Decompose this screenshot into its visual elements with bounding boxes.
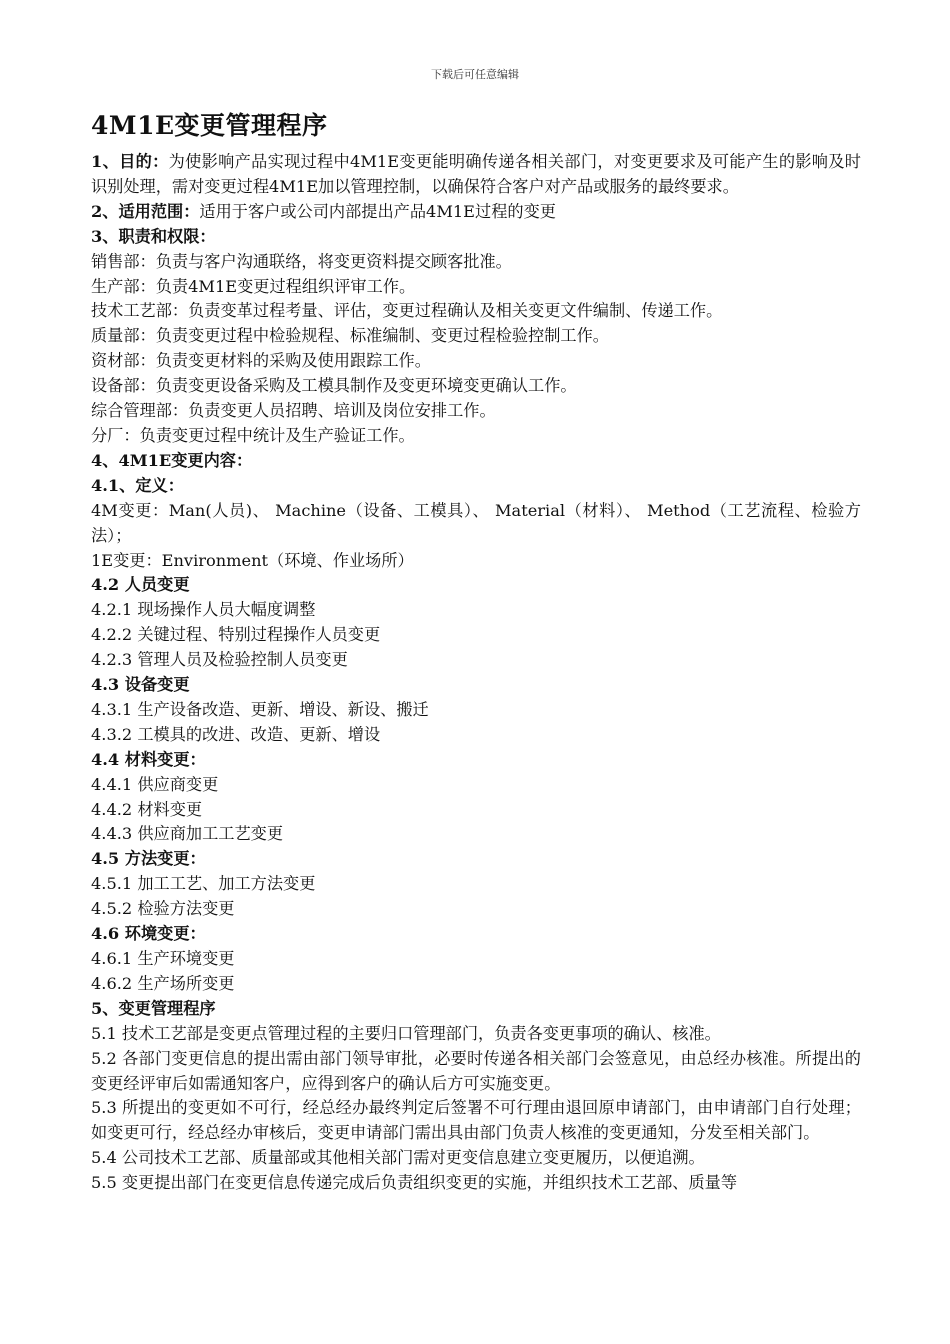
procedure-paragraph: 5.5 变更提出部门在变更信息传递完成后负责组织变更的实施，并组织技术工艺部、质量等 (91, 1173, 738, 1193)
responsibility-line: 质量部：负责变更过程中检验规程、标准编制、变更过程检验控制工作。 (91, 326, 609, 346)
list-item: 4.6.2 生产场所变更 (91, 973, 235, 993)
header-note: 下载后可任意编辑 (431, 68, 519, 81)
list-item: 4.4.3 供应商加工工艺变更 (91, 824, 284, 844)
definition-1e: 1E变更：Environment（环境、作业场所） (91, 550, 414, 570)
subsection-heading: 4.4 材料变更： (91, 749, 206, 769)
document-body (91, 106, 861, 1196)
page-title: 4M1E变更管理程序 (91, 111, 328, 140)
list-item: 4.4.1 供应商变更 (91, 774, 219, 794)
procedure-paragraph: 5.1 技术工艺部是变更点管理过程的主要归口管理部门，负责各变更事项的确认、核准。 (91, 1023, 721, 1043)
list-item: 4.2.2 关键过程、特别过程操作人员变更 (91, 625, 381, 645)
responsibility-line: 设备部：负责变更设备采购及工模具制作及变更环境变更确认工作。 (91, 376, 577, 396)
section-heading: 3、职责和权限： (91, 226, 216, 246)
list-item: 4.2.1 现场操作人员大幅度调整 (91, 600, 316, 620)
section-heading: 4、4M1E变更内容： (91, 450, 253, 470)
responsibility-line: 分厂：负责变更过程中统计及生产验证工作。 (91, 425, 415, 445)
responsibility-line: 综合管理部：负责变更人员招聘、培训及岗位安排工作。 (91, 401, 496, 421)
list-item: 4.4.2 材料变更 (91, 799, 203, 819)
section-scope (91, 200, 861, 225)
responsibility-line: 销售部：负责与客户沟通联络，将变更资料提交顾客批准。 (91, 251, 512, 271)
procedure-paragraph: 5.2 各部门变更信息的提出需由部门领导审批，必要时传递各相关部门会签意见，由总经办核准。所提出的变更经评审后如需通知客户，应得到客户的确认后方可实施变更。 (91, 1048, 861, 1093)
responsibility-line: 生产部：负责4M1E变更过程组织评审工作。 (91, 276, 416, 296)
section-heading: 5、变更管理程序 (91, 998, 216, 1018)
section-heading: 2、适用范围： (91, 201, 200, 221)
procedure-paragraph: 5.4 公司技术工艺部、质量部或其他相关部门需对更变信息建立变更履历，以便追溯。 (91, 1148, 705, 1168)
list-item: 4.5.2 检验方法变更 (91, 899, 235, 919)
procedure-paragraph: 5.3 所提出的变更如不可行，经总经办最终判定后签署不可行理由退回原申请部门，由申请部门自行处理；如变更可行，经总经办审核后，变更申请部门需出具由部门负责人核准的变更通知，分发至相关部门。 (91, 1098, 861, 1143)
subsection-heading: 4.5 方法变更： (91, 849, 206, 869)
section-text: 适用于客户或公司内部提出产品4M1E过程的变更 (199, 201, 556, 221)
list-item: 4.2.3 管理人员及检验控制人员变更 (91, 650, 348, 670)
list-item: 4.3.2 工模具的改进、改造、更新、增设 (91, 724, 381, 744)
responsibility-line: 资材部：负责变更材料的采购及使用跟踪工作。 (91, 351, 431, 371)
list-item: 4.5.1 加工工艺、加工方法变更 (91, 874, 316, 894)
subsection-heading: 4.1、定义： (91, 475, 184, 495)
list-item: 4.3.1 生产设备改造、更新、增设、新设、搬迁 (91, 699, 429, 719)
subsection-heading: 4.3 设备变更 (91, 675, 190, 695)
responsibility-line: 技术工艺部：负责变革过程考量、评估，变更过程确认及相关变更文件编制、传递工作。 (91, 301, 723, 321)
definition-4m: 4M变更：Man(人员)、 Machine（设备、工模具）、 Material（材料）、 Method（工艺流程、检验方法）； (91, 500, 861, 545)
section-purpose (91, 150, 861, 200)
subsection-heading: 4.2 人员变更 (91, 575, 190, 595)
subsection-heading: 4.6 环境变更： (91, 924, 206, 944)
section-heading: 1、目的： (91, 152, 169, 171)
list-item: 4.6.1 生产环境变更 (91, 949, 235, 968)
section-text: 为使影响产品实现过程中4M1E变更能明确传递各相关部门，对变更要求及可能产生的影响及时识别处理，需对变更过程4M1E加以管理控制，以确保符合客户对产品或服务的最终要求。 (91, 152, 861, 196)
